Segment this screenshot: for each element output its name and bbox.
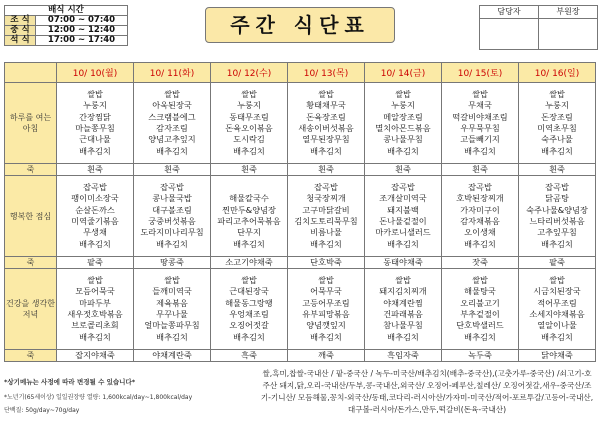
porridge-cell: 단호박죽 xyxy=(288,257,365,269)
menu-item: 쌀밥 xyxy=(318,274,334,285)
menu-item: 돈육오이볶음 xyxy=(225,123,273,133)
menu-item: 도시락김 xyxy=(233,134,265,145)
menu-item: 팽이미소장국 xyxy=(71,193,119,204)
menu-item: 스크램블에그 xyxy=(148,111,196,122)
menu-item: 쌀밥 xyxy=(472,274,488,285)
menu-item: 배추김치 xyxy=(541,331,573,342)
menu-item: 쌀밥 xyxy=(549,274,565,285)
menu-item: 근대나물 xyxy=(79,134,111,145)
approval-staff-label: 담당자 xyxy=(480,6,539,19)
menu-cell xyxy=(134,269,211,350)
menu-item: 오이생채 xyxy=(464,227,496,238)
menu-cell xyxy=(288,269,365,350)
menu-item: 쌀밥 xyxy=(164,274,180,285)
menu-item: 유부피망볶음 xyxy=(302,309,350,319)
meal-row xyxy=(5,176,596,257)
porridge-cell: 흰죽 xyxy=(134,164,211,176)
porridge-row xyxy=(5,257,596,269)
menu-item: 배추김치 xyxy=(387,331,419,342)
menu-item: 양념고추잎지 xyxy=(148,134,196,145)
day-header: 10/ 15(토) xyxy=(442,63,519,83)
menu-item: 배추김치 xyxy=(541,145,573,156)
menu-item: 단호박샐러드 xyxy=(456,320,504,331)
menu-item: 콩나물국밥 xyxy=(152,193,192,204)
menu-item: 파리고추어묵볶음 xyxy=(217,216,281,226)
menu-item: 해물탕국 xyxy=(464,286,496,297)
day-header: 10/ 11(화) xyxy=(134,63,211,83)
change-notice: *상기메뉴는 사정에 따라 변경될 수 있습니다* xyxy=(4,378,136,386)
menu-item: 쌀밥 xyxy=(241,274,257,285)
menu-item: 모듬어묵국 xyxy=(75,286,115,297)
menu-item: 배추김치 xyxy=(233,331,265,342)
menu-item: 배추김치 xyxy=(156,331,188,342)
menu-cell xyxy=(211,176,288,257)
menu-item: 적어무조림 xyxy=(537,297,577,308)
menu-item: 청국장찌개 xyxy=(306,193,346,204)
porridge-cell: 흰죽 xyxy=(365,164,442,176)
weekly-menu-table xyxy=(4,62,596,362)
menu-item: 마늘쫑무침 xyxy=(75,123,115,133)
menu-item: 숙주나물 xyxy=(541,134,573,145)
menu-cell xyxy=(365,83,442,164)
menu-cell xyxy=(365,176,442,257)
menu-item: 무꾸나물 xyxy=(156,309,188,319)
menu-item: 배추김치 xyxy=(310,331,342,342)
menu-item: 열알이나물 xyxy=(537,320,577,331)
porridge-label: 죽 xyxy=(5,257,57,269)
menu-item: 누룽지 xyxy=(391,100,415,111)
page-title: 주간 식단표 xyxy=(205,7,395,43)
menu-item: 소세지야채볶음 xyxy=(529,309,585,319)
menu-cell xyxy=(134,83,211,164)
menu-item: 누룽지 xyxy=(83,100,107,111)
menu-item: 잡곡밥 xyxy=(83,181,107,192)
menu-cell xyxy=(134,176,211,257)
porridge-cell: 흰죽 xyxy=(519,164,596,176)
day-header: 10/ 10(월) xyxy=(57,63,134,83)
menu-item: 배추김치 xyxy=(464,145,496,156)
menu-item: 미역초무침 xyxy=(537,123,577,133)
lunch-label: 중 식 xyxy=(5,26,36,36)
menu-item: 감자채볶음 xyxy=(460,216,500,226)
menu-item: 돼지불백 xyxy=(387,204,419,215)
menu-item: 배추김치 xyxy=(541,238,573,249)
porridge-cell: 흰죽 xyxy=(211,164,288,176)
menu-item: 배추김치 xyxy=(387,145,419,156)
menu-item: 야채계란찜 xyxy=(383,297,423,308)
menu-item: 도라지미나리무침 xyxy=(140,227,204,238)
menu-item: 배추김치 xyxy=(387,238,419,249)
menu-item: 오징어젓갈 xyxy=(229,320,269,331)
porridge-row xyxy=(5,164,596,176)
menu-item: 누룽지 xyxy=(545,100,569,111)
menu-cell xyxy=(519,269,596,350)
menu-item: 순살돈까스 xyxy=(75,204,115,215)
meal-time-table xyxy=(4,5,128,46)
menu-item: 쌀밥 xyxy=(87,88,103,99)
menu-item: 쌀밥 xyxy=(241,88,257,99)
menu-cell xyxy=(57,176,134,257)
corner-cell xyxy=(5,63,57,83)
menu-item: 잡곡밥 xyxy=(314,181,338,192)
menu-item: 배추김치 xyxy=(233,145,265,156)
menu-item: 동태무조림 xyxy=(229,111,269,122)
menu-item: 배추김치 xyxy=(79,331,111,342)
menu-item: 배추김치 xyxy=(310,238,342,249)
porridge-cell: 땅콩죽 xyxy=(134,257,211,269)
menu-item: 근대된장국 xyxy=(229,286,269,297)
menu-item: 대구볼조림 xyxy=(152,204,192,215)
day-header-row xyxy=(5,63,596,83)
menu-item: 가자미구이 xyxy=(460,204,500,215)
menu-cell xyxy=(57,269,134,350)
menu-item: 잡곡밥 xyxy=(545,181,569,192)
menu-cell xyxy=(211,269,288,350)
menu-item: 비름나물 xyxy=(310,227,342,238)
calorie-note: *노년기(65세이상) 일일권장량 열량: 1,600kcal/day~1,800kcal/day xyxy=(4,394,193,401)
approval-staff-sign xyxy=(480,19,539,50)
breakfast-label: 조 식 xyxy=(5,16,36,26)
menu-item: 우엉채조림 xyxy=(229,309,269,319)
menu-item: 쌀밥 xyxy=(549,88,565,99)
menu-item: 호박된장찌개 xyxy=(456,193,504,204)
porridge-cell: 흑죽 xyxy=(211,350,288,362)
porridge-cell: 흰죽 xyxy=(57,164,134,176)
menu-item: 부추겉절이 xyxy=(460,309,500,319)
menu-item: 궁중버섯볶음 xyxy=(148,216,196,226)
menu-body xyxy=(5,83,596,362)
menu-item: 쌀밥 xyxy=(395,274,411,285)
breakfast-time: 07:00 ~ 07:40 xyxy=(36,16,128,26)
porridge-cell: 소고기야채죽 xyxy=(211,257,288,269)
menu-item: 오리불고기 xyxy=(460,297,500,308)
menu-item: 열무된장무침 xyxy=(302,134,350,145)
menu-item: 김치도토리묵무침 xyxy=(294,216,358,226)
porridge-cell: 깨죽 xyxy=(288,350,365,362)
menu-item: 어묵무국 xyxy=(310,286,342,297)
menu-item xyxy=(211,182,287,193)
menu-item: 들깨미역국 xyxy=(152,286,192,297)
menu-item: 양념깻잎지 xyxy=(306,320,346,331)
menu-item: 잡곡밥 xyxy=(391,181,415,192)
porridge-cell: 흰죽 xyxy=(442,164,519,176)
dinner-time: 17:00 ~ 17:40 xyxy=(36,36,128,46)
menu-item: 쌀밥 xyxy=(164,88,180,99)
menu-item: 아욱된장국 xyxy=(152,100,192,111)
menu-item: 쌀밥 xyxy=(395,88,411,99)
day-header: 10/ 16(일) xyxy=(519,63,596,83)
porridge-cell: 녹두죽 xyxy=(442,350,519,362)
menu-item: 배추김치 xyxy=(156,145,188,156)
menu-cell xyxy=(442,269,519,350)
menu-item: 멸치아몬드볶음 xyxy=(375,123,431,133)
menu-item: 우무묵무침 xyxy=(460,123,500,133)
meal-label: 건강을 생각한 저녁 xyxy=(5,269,57,350)
day-header: 10/ 14(금) xyxy=(365,63,442,83)
porridge-cell: 팥죽 xyxy=(57,257,134,269)
day-header: 10/ 12(수) xyxy=(211,63,288,83)
menu-item: 얼마늘쫑파무침 xyxy=(144,320,200,331)
menu-item: 배추김치 xyxy=(464,238,496,249)
approval-box xyxy=(479,5,598,50)
menu-item: 단무지 xyxy=(237,227,261,238)
porridge-label: 죽 xyxy=(5,350,57,362)
menu-cell xyxy=(519,83,596,164)
menu-cell xyxy=(519,176,596,257)
menu-item: 배추김치 xyxy=(233,238,265,249)
porridge-cell: 잣죽 xyxy=(442,257,519,269)
menu-item: 해물동그랑땡 xyxy=(225,297,273,308)
porridge-cell: 잡지야채죽 xyxy=(57,350,134,362)
menu-item: 새송이버섯볶음 xyxy=(298,123,354,133)
menu-item: 고구마닭갈비 xyxy=(302,204,350,215)
dinner-label: 석 식 xyxy=(5,36,36,46)
menu-item: 숙주나물&양념장 xyxy=(526,204,588,215)
menu-cell xyxy=(442,176,519,257)
lunch-time: 12:00 ~ 12:40 xyxy=(36,26,128,36)
porridge-row xyxy=(5,350,596,362)
menu-item: 잡곡밥 xyxy=(160,181,184,192)
menu-item: 콩나물무침 xyxy=(383,134,423,145)
menu-item: 닭곰탕 xyxy=(545,193,569,204)
protein-note: 단백질: 50g/day~70g/day xyxy=(4,407,80,414)
menu-item: 고등어무조림 xyxy=(302,297,350,308)
menu-item: 메알장조림 xyxy=(383,111,423,122)
menu-item: 배추김치 xyxy=(79,238,111,249)
porridge-cell: 동태야채죽 xyxy=(365,257,442,269)
menu-item: 참나물무침 xyxy=(383,320,423,331)
menu-item: 무생채 xyxy=(83,227,107,238)
menu-item: 황태채무국 xyxy=(306,100,346,111)
menu-item: 새우젓호박볶음 xyxy=(67,309,123,319)
porridge-cell: 흑임자죽 xyxy=(365,350,442,362)
menu-item: 감자조림 xyxy=(156,123,188,133)
porridge-cell: 야채계란죽 xyxy=(134,350,211,362)
menu-item: 배추김치 xyxy=(79,145,111,156)
menu-item: 건파래볶음 xyxy=(383,309,423,319)
menu-item: 쌀밥 xyxy=(318,88,334,99)
menu-item: 마파두부 xyxy=(79,297,111,308)
menu-item: 배추김치 xyxy=(464,331,496,342)
menu-item: 제육볶음 xyxy=(156,297,188,308)
menu-item: 고추잎무침 xyxy=(537,227,577,238)
menu-item: 돈육장조림 xyxy=(306,111,346,122)
approval-director-sign xyxy=(539,19,598,50)
menu-cell xyxy=(288,176,365,257)
porridge-label: 죽 xyxy=(5,164,57,176)
menu-item: 시금치된장국 xyxy=(533,286,581,297)
menu-item: 쌀밥 xyxy=(87,274,103,285)
meal-time-header: 배식 시간 xyxy=(5,6,128,16)
menu-item: 돼지김치찌개 xyxy=(379,286,427,297)
menu-item: 조개살미역국 xyxy=(379,193,427,204)
menu-item: 마카로니샐러드 xyxy=(375,227,431,238)
menu-cell xyxy=(442,83,519,164)
menu-item: 무채국 xyxy=(468,100,492,111)
meal-row xyxy=(5,83,596,164)
menu-item: 해물칼국수 xyxy=(229,193,269,204)
menu-item: 간장찜닭 xyxy=(79,111,111,122)
menu-item: 미역줄기볶음 xyxy=(71,216,119,226)
menu-cell xyxy=(211,83,288,164)
menu-item: 돈장조림 xyxy=(541,111,573,122)
menu-item: 고들빼기지 xyxy=(460,134,500,145)
approval-director-label: 부원장 xyxy=(539,6,598,19)
porridge-cell: 닭야채죽 xyxy=(519,350,596,362)
menu-item: 누룽지 xyxy=(237,100,261,111)
menu-item: 돈나물겉절이 xyxy=(379,216,427,226)
menu-cell xyxy=(365,269,442,350)
menu-cell xyxy=(57,83,134,164)
menu-item: 브로콜리초회 xyxy=(71,320,119,331)
porridge-cell: 흰죽 xyxy=(288,164,365,176)
menu-cell xyxy=(288,83,365,164)
meal-row xyxy=(5,269,596,350)
menu-item: 배추김치 xyxy=(310,145,342,156)
meal-label: 행복한 점심 xyxy=(5,176,57,257)
menu-item: 떡갈비야채조림 xyxy=(452,111,508,122)
menu-item: 느타리버섯볶음 xyxy=(529,216,585,226)
menu-item: 찐만두&양념장 xyxy=(222,204,276,215)
menu-item: 배추김치 xyxy=(156,238,188,249)
menu-item: 잡곡밥 xyxy=(468,181,492,192)
menu-item: 쌀밥 xyxy=(472,88,488,99)
meal-label: 하루를 여는 아침 xyxy=(5,83,57,164)
origin-info: 쌀,흑미,찹쌀-국내산 / 팥-중국산 / 녹두-미국산/배추김치(배추-중국산),(고춧가루-중국산) /쇠고기-호주산 돼지,닭,오리-국내산/두부,콩-국내산,외국산/ 오징어-페루산,칠레산/ 오징어젓갈,새우-중국산/조기-기니산/ 모듬해물,꽁치-외국산/동태,코다리-러시아산/가자미-미국산/적어-포르투갈/고등어-국내산,대구볼-러시아/돈가스,만두,떡갈비(돈육-국내산) xyxy=(260,369,594,414)
day-header: 10/ 13(목) xyxy=(288,63,365,83)
porridge-cell: 팥죽 xyxy=(519,257,596,269)
